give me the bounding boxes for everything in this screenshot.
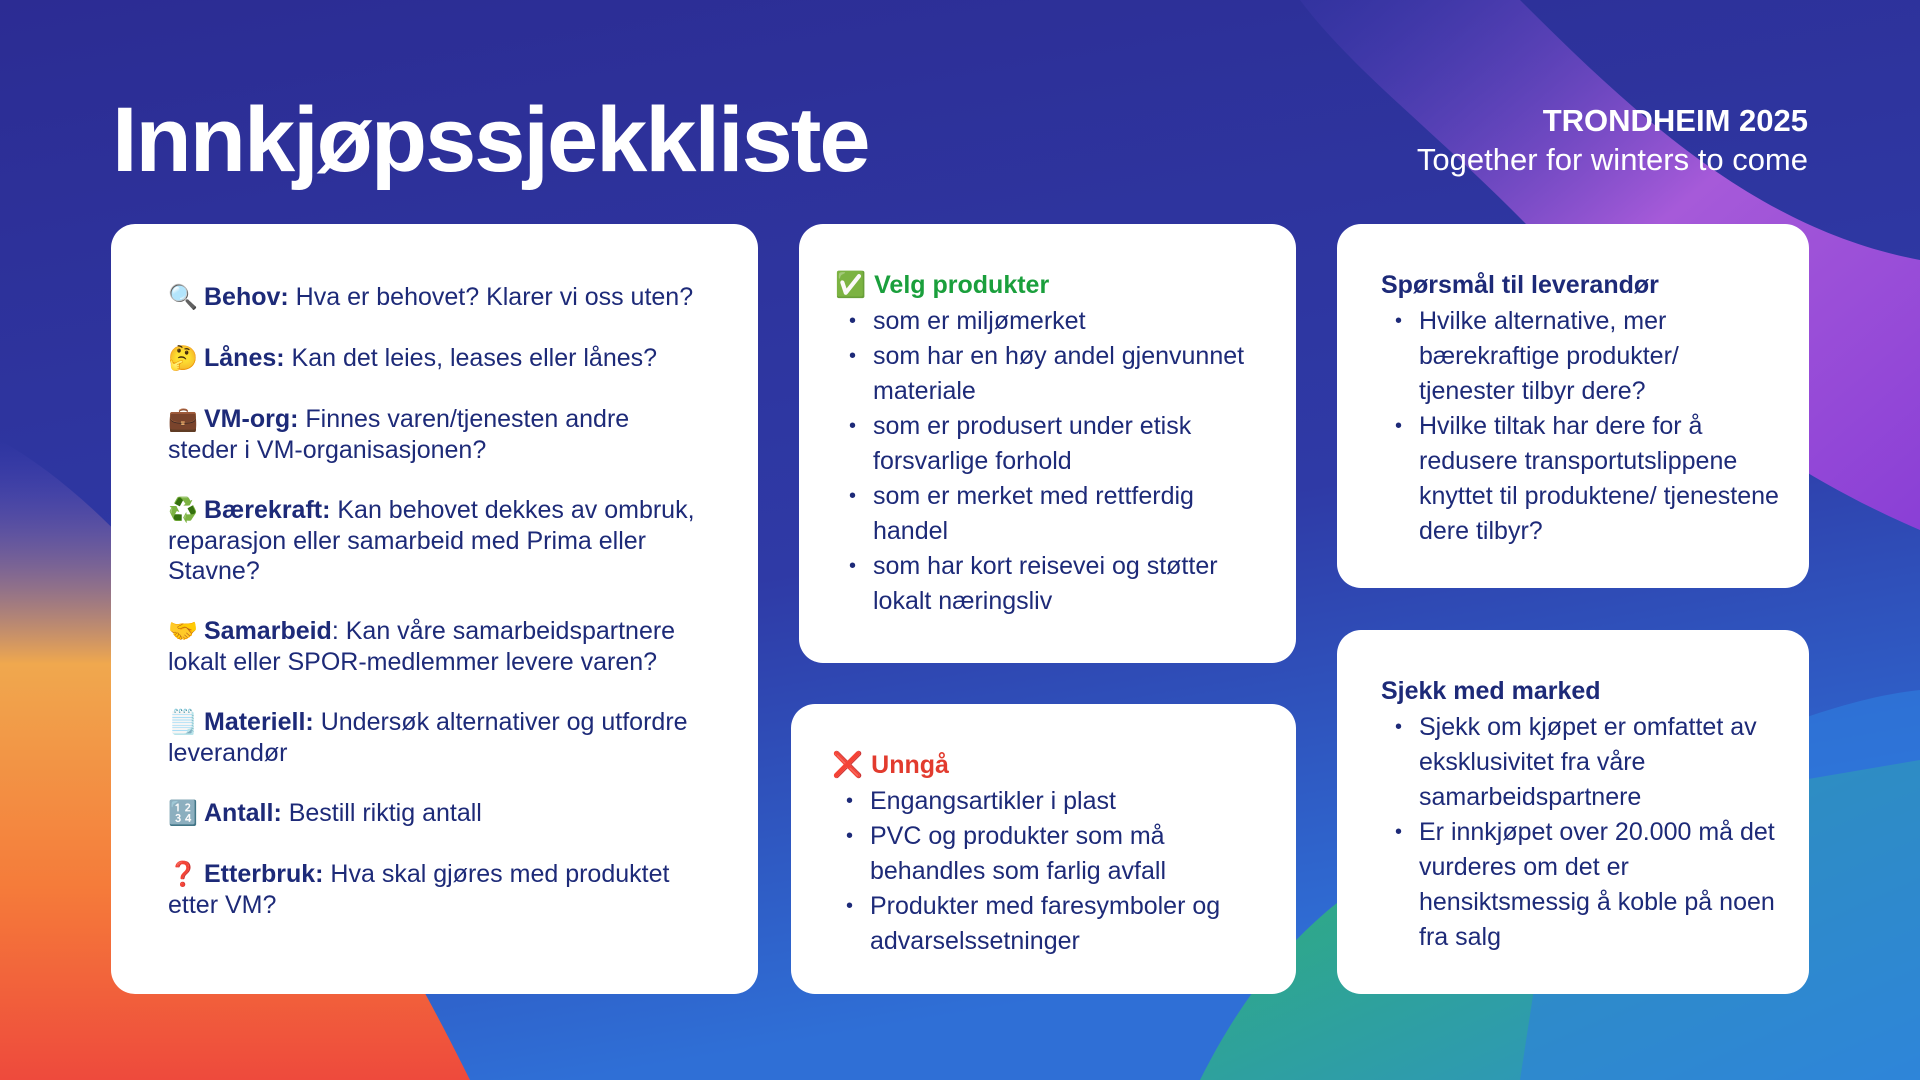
list-item: • som er miljømerket xyxy=(835,304,1266,339)
list-item: • Er innkjøpet over 20.000 må det vurderes om det er hensiktsmessig å koble på noen fra salg xyxy=(1381,815,1779,955)
thinking-face-icon: 🤔 xyxy=(168,345,198,372)
checklist-item-baerekraft xyxy=(168,495,702,586)
list-item: • som har kort reisevei og støtter lokalt næringsliv xyxy=(835,549,1266,619)
list-item: • Engangsartikler i plast xyxy=(832,784,1266,819)
brand-tagline: Together for winters to come xyxy=(1416,142,1808,177)
numbers-icon: 🔢 xyxy=(168,800,198,827)
checklist-label: Lånes: xyxy=(204,344,285,372)
brand-title: TRONDHEIM 2025 xyxy=(1542,103,1808,138)
list-item: • Sjekk om kjøpet er omfattet av eksklusivitet fra våre samarbeidspartnere xyxy=(1381,710,1779,815)
checklist-text: Finnes varen/tjenesten andre steder i VM-organisasjonen? xyxy=(168,405,630,464)
recycle-icon: ♻️ xyxy=(168,497,198,524)
checklist-item-vm-org xyxy=(168,404,702,465)
page-title: Innkjøpssjekkliste xyxy=(112,89,869,191)
supplier-list xyxy=(1381,304,1779,549)
checklist-label: VM-org: xyxy=(204,405,299,433)
question-mark-icon: ❓ xyxy=(168,861,198,888)
checklist-text: Kan det leies, leases eller lånes? xyxy=(284,344,658,372)
avoid-card xyxy=(791,704,1296,994)
checklist-item-antall xyxy=(168,798,702,829)
checklist-item-behov xyxy=(168,282,702,313)
checklist-item-samarbeid xyxy=(168,616,702,677)
avoid-heading-text: Unngå xyxy=(871,751,949,779)
check-mark-icon: ✅ xyxy=(835,271,867,299)
list-item: • som er produsert under etisk forsvarlige forhold xyxy=(835,409,1266,479)
checklist-label: Samarbeid xyxy=(204,617,332,645)
handshake-icon: 🤝 xyxy=(168,618,198,645)
list-item: • Produkter med faresymboler og advarselssetninger xyxy=(832,889,1266,959)
checklist-text: Undersøk alternativer og utfordre leverandør xyxy=(168,708,688,767)
checklist-item-etterbruk xyxy=(168,859,702,920)
list-item: • Hvilke alternative, mer bærekraftige produkter/ tjenester tilbyr dere? xyxy=(1381,304,1779,409)
notepad-icon: 🗒️ xyxy=(168,709,198,736)
choose-heading xyxy=(835,268,1266,302)
checklist-text: Bestill riktig antall xyxy=(281,799,482,827)
briefcase-icon: 💼 xyxy=(168,406,198,433)
checklist-label: Behov: xyxy=(204,283,289,311)
choose-list xyxy=(835,304,1266,619)
checklist-label: Antall: xyxy=(204,799,282,827)
checklist-text: : Kan våre samarbeidspartnere lokalt eller SPOR-medlemmer levere varen? xyxy=(168,617,676,676)
market-heading: Sjekk med marked xyxy=(1381,677,1601,705)
checklist-label: Bærekraft: xyxy=(204,496,331,524)
market-check-card xyxy=(1337,630,1809,994)
checklist-item-lanes xyxy=(168,343,702,374)
checklist-label: Etterbruk: xyxy=(204,860,324,888)
cross-mark-icon: ❌ xyxy=(832,751,864,779)
checklist-card xyxy=(111,224,758,994)
checklist-label: Materiell: xyxy=(204,708,314,736)
list-item: • som har en høy andel gjenvunnet materiale xyxy=(835,339,1266,409)
market-list xyxy=(1381,710,1779,955)
avoid-heading xyxy=(832,748,1266,782)
supplier-heading: Spørsmål til leverandør xyxy=(1381,271,1659,299)
list-item: • som er merket med rettferdig handel xyxy=(835,479,1266,549)
avoid-list xyxy=(832,784,1266,959)
checklist-text: Hva skal gjøres med produktet etter VM? xyxy=(168,860,670,919)
brand xyxy=(1417,102,1808,180)
checklist-text: Hva er behovet? Klarer vi oss uten? xyxy=(288,283,694,311)
choose-heading-text: Velg produkter xyxy=(874,271,1050,299)
supplier-questions-card xyxy=(1337,224,1809,588)
checklist-text: Kan behovet dekkes av ombruk, reparasjon eller samarbeid med Prima eller Stavne? xyxy=(168,496,695,585)
magnifier-icon: 🔍 xyxy=(168,284,198,311)
list-item: • Hvilke tiltak har dere for å redusere transportutslippene knyttet til produktene/ tjenestene dere tilbyr? xyxy=(1381,409,1779,549)
checklist-item-materiell xyxy=(168,707,702,768)
list-item: • PVC og produkter som må behandles som farlig avfall xyxy=(832,819,1266,889)
choose-products-card xyxy=(799,224,1296,663)
